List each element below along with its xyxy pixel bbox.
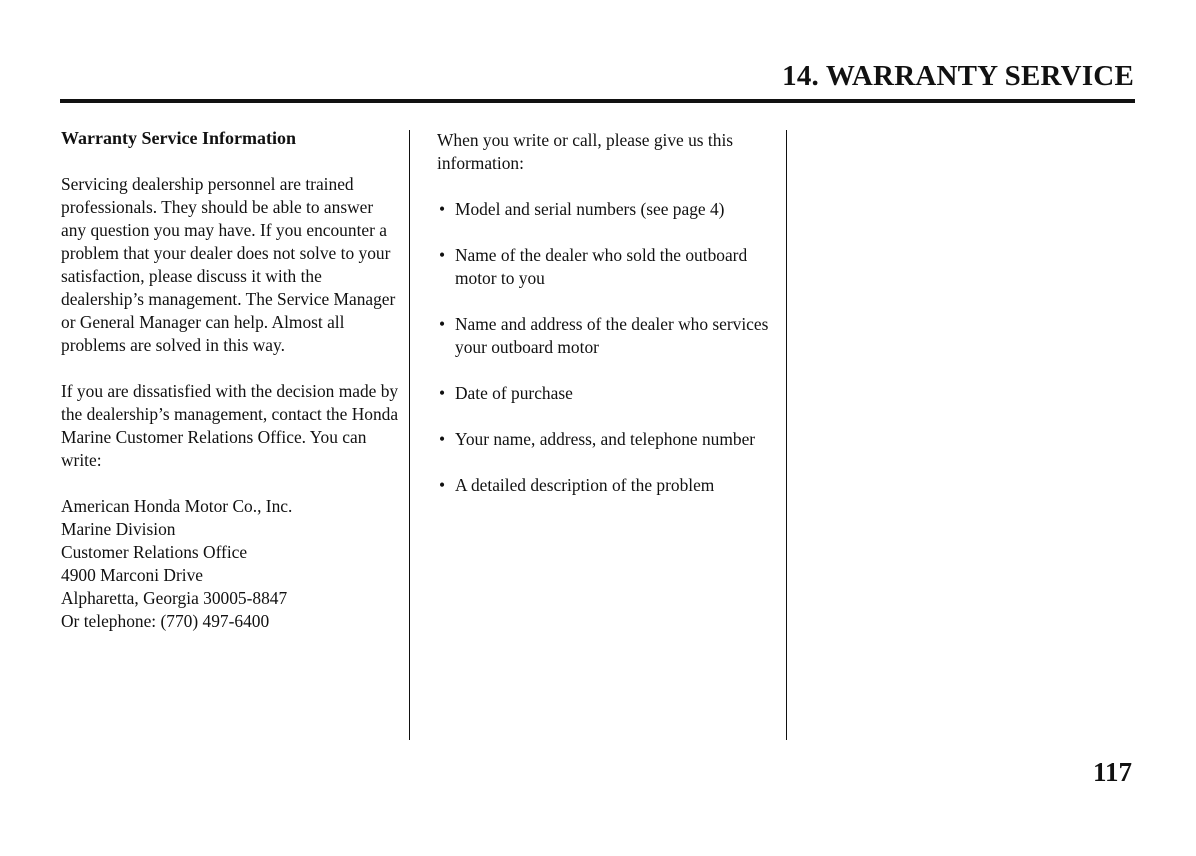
bullet-icon: • <box>439 245 446 265</box>
info-list <box>437 198 777 497</box>
address-street: 4900 Marconi Drive <box>61 565 203 585</box>
dissatisfied-paragraph: If you are dissatisfied with the decision made by the dealership’s management, contact the Honda Marine Customer Relations Office. You can write: <box>61 381 399 470</box>
column-divider-left <box>409 130 410 740</box>
section-title: 14. WARRANTY SERVICE <box>782 60 1134 92</box>
address-telephone: Or telephone: (770) 497-6400 <box>61 611 270 631</box>
address-division: Marine Division <box>61 519 176 539</box>
bullet-icon: • <box>439 314 446 334</box>
left-column <box>61 127 401 633</box>
mailing-address <box>61 495 401 633</box>
address-city: Alpharetta, Georgia 30005-8847 <box>61 588 288 608</box>
list-item-text: Name of the dealer who sold the outboard motor to you <box>455 245 748 288</box>
address-office: Customer Relations Office <box>61 542 248 562</box>
list-item <box>437 244 777 290</box>
address-company: American Honda Motor Co., Inc. <box>61 496 293 516</box>
page-number: 117 <box>1092 757 1132 787</box>
list-item-text: Model and serial numbers (see page 4) <box>455 199 725 219</box>
bullet-icon: • <box>439 383 446 403</box>
list-item-text: Date of purchase <box>455 383 573 403</box>
list-item <box>437 198 777 221</box>
warranty-info-heading: Warranty Service Information <box>61 128 296 148</box>
bullet-icon: • <box>439 475 446 495</box>
list-item <box>437 313 777 359</box>
list-item-text: A detailed description of the problem <box>455 475 715 495</box>
bullet-icon: • <box>439 199 446 219</box>
list-item <box>437 474 777 497</box>
header-rule <box>60 99 1135 103</box>
servicing-paragraph: Servicing dealership personnel are trained professionals. They should be able to answer any question you may have. If you encounter a problem that your dealer does not solve to your satisfaction, please discuss it with the dealership’s management. The Service Manager or General Manager can help. Almost all problems are solved in this way. <box>61 174 396 355</box>
list-item <box>437 382 777 405</box>
right-column <box>437 129 777 497</box>
bullet-icon: • <box>439 429 446 449</box>
list-item-text: Name and address of the dealer who services your outboard motor <box>455 314 769 357</box>
list-item <box>437 428 777 451</box>
info-intro: When you write or call, please give us this information: <box>437 130 734 173</box>
list-item-text: Your name, address, and telephone number <box>455 429 756 449</box>
column-divider-right <box>786 130 787 740</box>
